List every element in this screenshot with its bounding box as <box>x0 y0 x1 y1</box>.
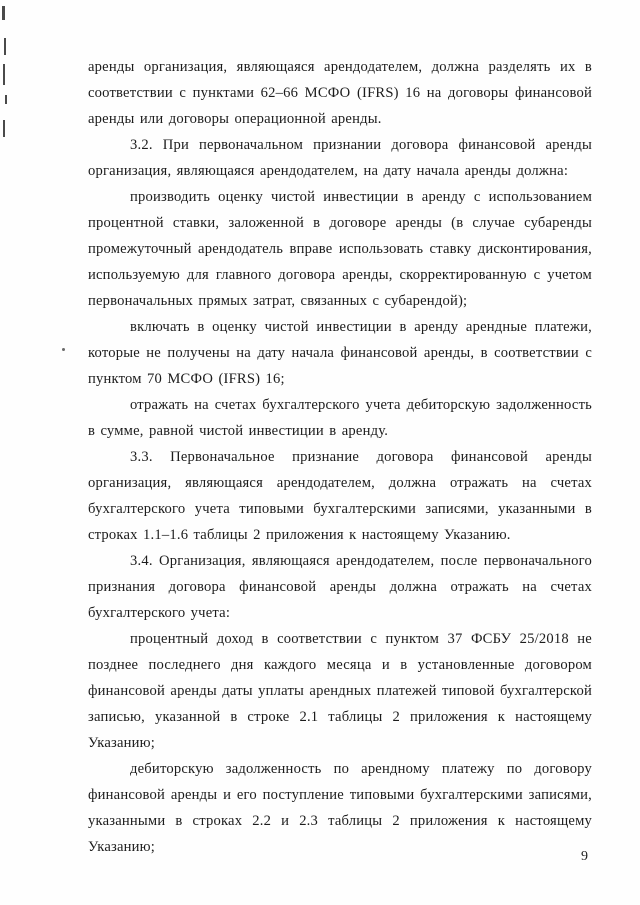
paragraph: аренды организация, являющаяся арендодателем, должна разделять их в соответствии с пунктами 62–66 МСФО (IFRS) 16 на договоры финансовой аренды или договоры операционной аренды. <box>88 59 592 127</box>
scan-artifact <box>3 64 5 85</box>
page-number: 9 <box>581 849 588 864</box>
paragraph: дебиторскую задолженность по арендному платежу по договору финансовой аренды и его поступление типовыми бухгалтерскими записями, указанными в строках 2.2 и 2.3 таблицы 2 приложения к настоящему Указанию; <box>88 761 592 855</box>
scan-artifact <box>3 120 5 137</box>
paragraph: производить оценку чистой инвестиции в аренду с использованием процентной ставки, заложенной в договоре аренды (в случае субаренды промежуточный арендодатель вправе использовать ставку дисконтирования, используемую для главного договора аренды, скорректированную с учетом первоначальных прямых затрат, связанных с субарендой); <box>88 189 592 309</box>
paragraph: включать в оценку чистой инвестиции в аренду арендные платежи, которые не получены на дату начала финансовой аренды, в соответствии с пунктом 70 МСФО (IFRS) 16; <box>88 319 592 387</box>
paragraph: 3.4. Организация, являющаяся арендодателем, после первоначального признания договора финансовой аренды должна отражать на счетах бухгалтерского учета: <box>88 553 592 621</box>
paragraph: процентный доход в соответствии с пунктом 37 ФСБУ 25/2018 не позднее последнего дня каждого месяца и в установленные договором финансовой аренды даты уплаты арендных платежей типовой бухгалтерской записью, указанной в строке 2.1 таблицы 2 приложения к настоящему Указанию; <box>88 631 592 751</box>
paragraph: 3.3. Первоначальное признание договора финансовой аренды организация, являющаяся арендодателем, должна отражать на счетах бухгалтерского учета типовыми бухгалтерскими записями, указанными в строках 1.1–1.6 таблицы 2 приложения к настоящему Указанию. <box>88 449 592 543</box>
scan-artifact <box>4 38 6 55</box>
scan-artifact <box>2 6 5 20</box>
scan-artifact <box>62 348 65 351</box>
paragraph: 3.2. При первоначальном признании договора финансовой аренды организация, являющаяся арендодателем, на дату начала аренды должна: <box>88 137 592 179</box>
scan-artifact <box>5 95 7 104</box>
paragraph: отражать на счетах бухгалтерского учета дебиторскую задолженность в сумме, равной чистой инвестиции в аренду. <box>88 397 592 439</box>
document-body <box>88 54 592 860</box>
